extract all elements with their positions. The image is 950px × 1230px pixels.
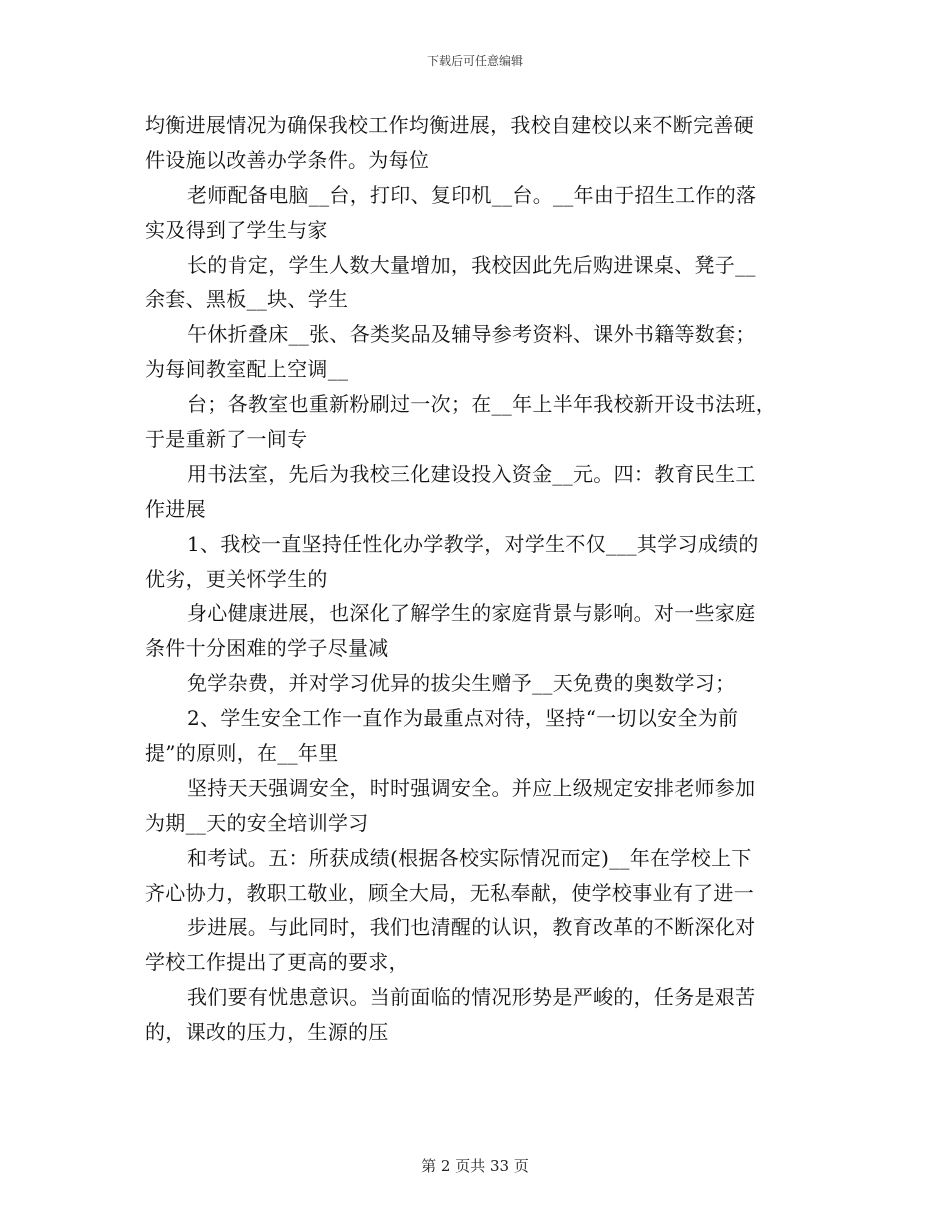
- page-header: 下载后可任意编辑: [426, 54, 523, 68]
- text-line: 午休折叠床__张、各类奖品及辅导参考资料、课外书籍等数套；: [187, 322, 756, 347]
- text-line: 齐心协力，教职工敬业，顾全大局，无私奉献，使学校事业有了进一: [145, 880, 754, 905]
- text-line: 条件十分困难的学子尽量减: [145, 636, 389, 661]
- text-line: 我们要有忧患意识。当前面临的情况形势是严峻的，任务是艰苦: [187, 985, 756, 1010]
- text-line: 老师配备电脑__台，打印、复印机__台。__年由于招生工作的落: [187, 182, 757, 207]
- page-number: 第 2 页共 33 页: [421, 1157, 529, 1175]
- text-line: 均衡进展情况为确保我校工作均衡进展，我校自建校以来不断完善硬: [145, 113, 754, 137]
- text-line: 实及得到了学生与家: [145, 217, 328, 242]
- text-line: 身心健康进展，也深化了解学生的家庭背景与影响。对一些家庭: [187, 601, 756, 626]
- text-line: 长的肯定，学生人数大量增加，我校因此先后购进课桌、凳子__: [187, 252, 756, 277]
- text-line: 和考试。五：所获成绩(根据各校实际情况而定)__年在学校上下: [187, 845, 752, 870]
- text-line: 台；各教室也重新粉刷过一次；在__年上半年我校新开设书法班，: [187, 392, 776, 417]
- text-line: 学校工作提出了更高的要求，: [145, 950, 409, 975]
- text-line: 为每间教室配上空调__: [145, 357, 349, 382]
- text-line: 1、我校一直坚持任性化办学教学，对学生不仅___其学习成绩的: [187, 531, 759, 556]
- text-line: 免学杂费，并对学习优异的拔尖生赠予__天免费的奥数学习；: [187, 671, 736, 696]
- text-line: 提”的原则，在__年里: [145, 741, 339, 766]
- text-line: 2、学生安全工作一直作为最重点对待，坚持“一切以安全为前: [187, 706, 739, 731]
- text-line: 作进展: [145, 496, 206, 521]
- text-line: 于是重新了一间专: [145, 427, 308, 452]
- text-line: 余套、黑板__块、学生: [145, 287, 349, 312]
- text-line: 步进展。与此同时，我们也清醒的认识，教育改革的不断深化对: [187, 915, 756, 940]
- text-line: 优劣，更关怀学生的: [145, 566, 328, 591]
- body-text: [145, 108, 805, 1050]
- text-line: 用书法室，先后为我校三化建设投入资金__元。四：教育民生工: [187, 461, 756, 486]
- text-line: 坚持天天强调安全，时时强调安全。并应上级规定安排老师参加: [187, 775, 756, 800]
- text-line: 为期__天的安全培训学习: [145, 810, 369, 835]
- text-line: 的，课改的压力，生源的压: [145, 1020, 389, 1045]
- text-line: 件设施以改善办学条件。为每位: [145, 147, 430, 172]
